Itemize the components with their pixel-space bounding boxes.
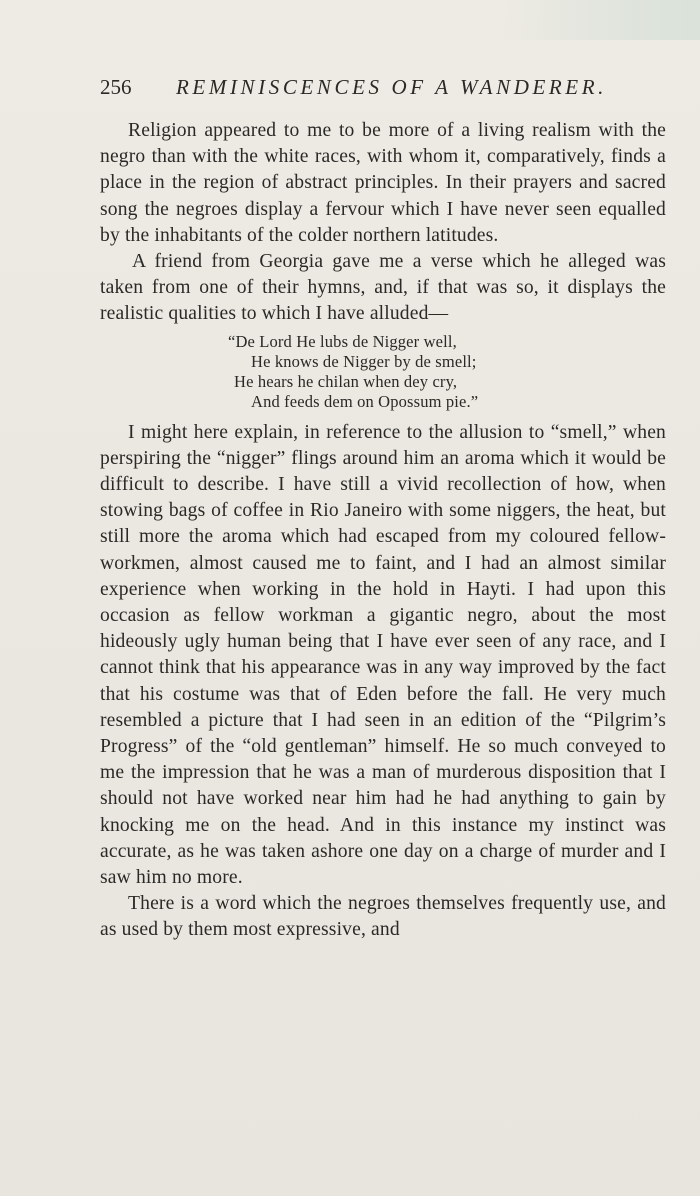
paragraph-georgia-friend: A friend from Georgia gave me a verse which he alleged was taken from one of their hymns, and, if that was so, it displays the realistic qualities to which I have alluded— [100,251,666,325]
running-title: REMINISCENCES OF A WANDERER. [176,75,608,99]
page-number: 256 [100,75,132,99]
verse-line: He knows de Nigger by de smell; [251,351,477,371]
verse-line: And feeds dem on Opossum pie.” [251,391,479,411]
verse-line: “De Lord He lubs de Nigger well, [228,331,457,351]
paragraph-smell: I might here explain, in reference to the allusion to “smell,” when perspiring the “nigger” flings around him an aroma which it would be difficult to describe. I have still a vivid recollection of how, when stowing bags of coffee in Rio Janeiro with some niggers, the heat, but still more the aroma which had escaped from my coloured fellow-workmen, almost caused me to faint, and I had an almost similar experience when working in the hold in Hayti. I had upon this occasion as fellow workman a gigantic negro, about the most hideously ugly human being that I have ever seen of any race, and I cannot think that his appearance was in any way improved by the fact that his costume was that of Eden before the fall. He very much resembled a picture that I had seen in an edition of the “Pilgrim’s Progress” of the “old gentleman” himself. He so much conveyed to me the impression that he was a man of murderous disposition that I should not have worked near him had he had anything to gain by knocking me on the head. And in this instance my instinct was accurate, as he was taken ashore one day on a charge of murder and I saw him no more. [100,421,666,889]
body-text [100,118,666,944]
paragraph-religion: Religion appeared to me to be more of a living realism with the negro than with the white races, with whom it, comparatively, finds a place in the region of abstract principles. In their prayers and sacred song the negroes display a fervour which I have never seen equalled by the inhabitants of the colder northern latitudes. [100,120,666,246]
paragraph-word: There is a word which the negroes themselves frequently use, and as used by them most expressive, and [100,893,666,941]
hymn-verse [100,332,666,412]
page-corner-discoloration [500,0,700,40]
verse-line: He hears he chilan when dey cry, [234,371,458,391]
running-header [100,72,615,102]
